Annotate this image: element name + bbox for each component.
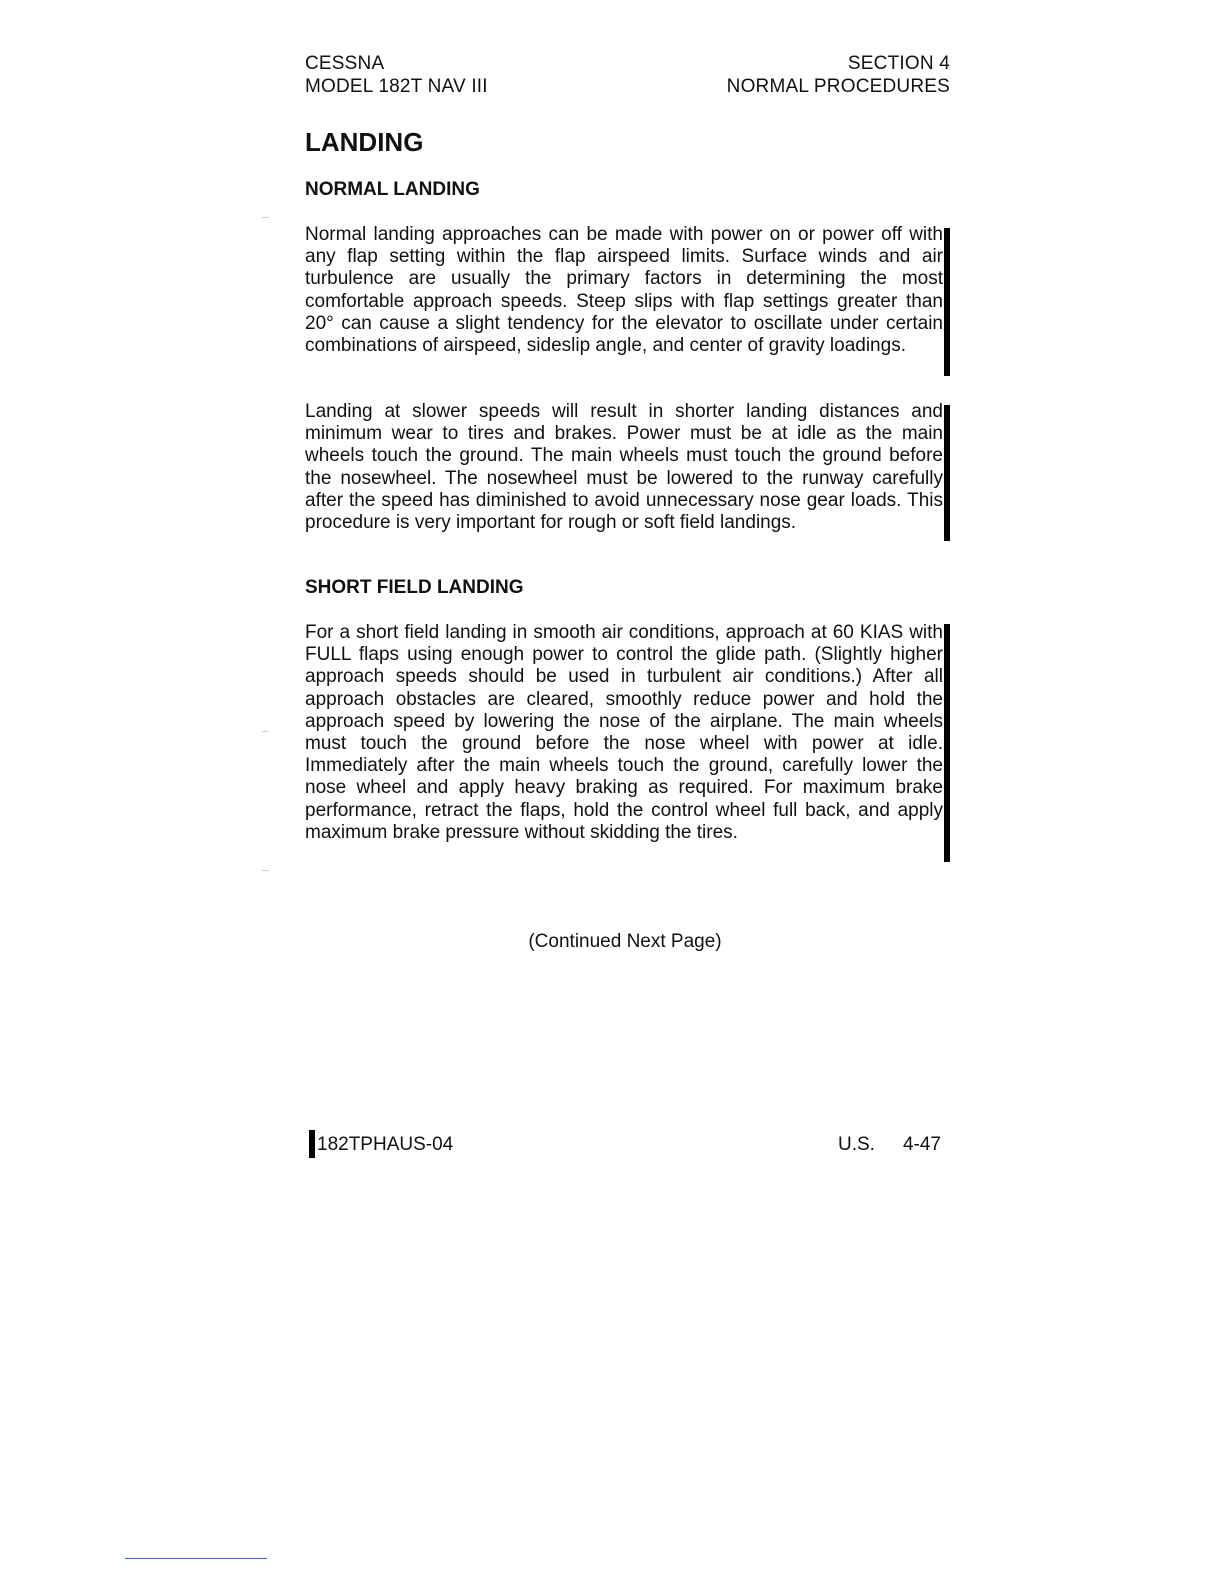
scan-mark <box>262 731 268 732</box>
document-id: 182TPHAUS-04 <box>317 1134 454 1155</box>
short-field-landing-paragraph: For a short field landing in smooth air conditions, approach at 60 KIAS with FULL flaps using enough power to control the glide path. (Slightly higher approach speeds should be used in turbulent air conditions.) After all approach obstacles are cleared, smoothly reduce power and hold the approach speed by lowering the nose of the airplane. The main wheels must touch the ground before the nose wheel with power at idle. Immediately after the main wheels touch the ground, carefully lower the nose wheel and apply heavy braking as required. For maximum brake performance, retract the flaps, hold the control wheel full back, and apply maximum brake pressure without skidding the tires. <box>305 622 943 843</box>
normal-landing-paragraph-1: Normal landing approaches can be made with power on or power off with any flap setting within the flap airspeed limits. Surface winds and air turbulence are usually the primary factors in determining the most comfortable approach speeds. Steep slips with flap settings greater than 20° can cause a slight tendency for the elevator to oscillate under certain combinations of airspeed, sideslip angle, and center of gravity loadings. <box>305 224 943 357</box>
bottom-rule <box>125 1558 267 1559</box>
revision-change-bar <box>944 405 950 541</box>
footer-change-bar <box>309 1130 315 1158</box>
footer-right <box>838 1133 941 1157</box>
short-field-landing-heading: SHORT FIELD LANDING <box>305 577 524 598</box>
revision-change-bar <box>944 624 950 862</box>
page-number: 4-47 <box>902 1134 941 1155</box>
header-right <box>727 52 950 98</box>
page-title: LANDING <box>305 127 424 157</box>
section-number-label: SECTION 4 <box>847 53 950 74</box>
header-left <box>305 52 488 98</box>
manufacturer-label: CESSNA <box>305 53 385 74</box>
revision-change-bar <box>944 228 950 376</box>
region-label: U.S. <box>838 1134 875 1155</box>
normal-landing-paragraph-2: Landing at slower speeds will result in shorter landing distances and minimum wear to tires and brakes. Power must be at idle as the main wheels touch the ground. The main wheels must touch the ground before the nosewheel. The nosewheel must be lowered to the runway carefully after the speed has diminished to avoid unnecessary nose gear loads. This procedure is very important for rough or soft field landings. <box>305 401 943 534</box>
normal-landing-heading: NORMAL LANDING <box>305 179 480 200</box>
scan-mark <box>262 217 269 218</box>
continued-next-page-note: (Continued Next Page) <box>528 931 722 952</box>
section-title-label: NORMAL PROCEDURES <box>726 76 950 97</box>
model-label: MODEL 182T NAV III <box>305 76 488 97</box>
scan-mark <box>262 870 269 871</box>
